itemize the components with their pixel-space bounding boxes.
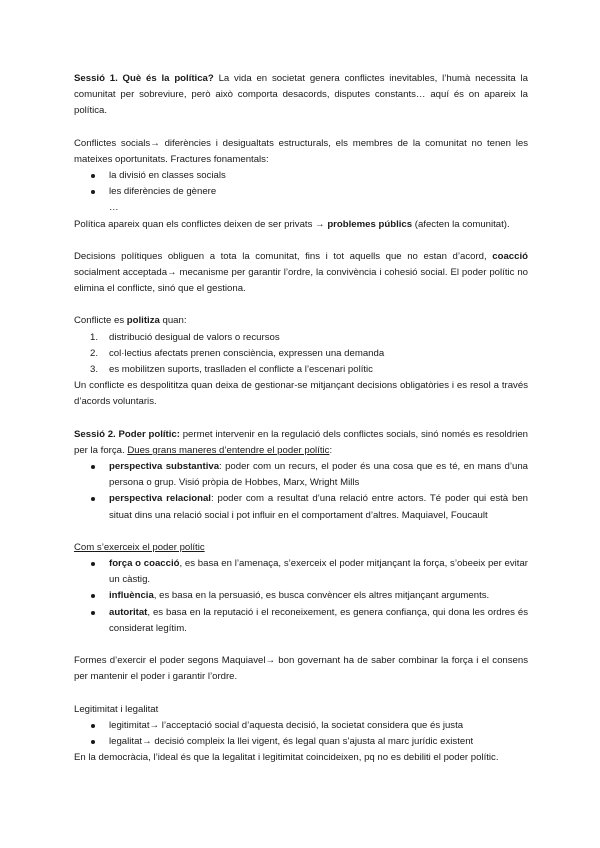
list-text: , es basa en la persuasió, es busca convèncer els altres mitjançant arguments. bbox=[153, 590, 490, 602]
session2-paragraph bbox=[74, 427, 528, 459]
polititza-list bbox=[74, 330, 528, 379]
coaccio-term: coacció bbox=[492, 250, 528, 262]
session2-title: Sessió 2. Poder polític: bbox=[74, 428, 180, 440]
session2-intro: permet intervenir en la regulació dels conflictes socials, sinó només es resoldrien per la força. bbox=[74, 428, 529, 456]
fractures-list bbox=[74, 168, 528, 200]
polititza-term: politiza bbox=[126, 315, 160, 327]
list-term: perspectiva relacional bbox=[109, 493, 211, 505]
legitimitat-list bbox=[74, 718, 528, 750]
list-item bbox=[74, 330, 528, 346]
list-term: influència bbox=[109, 590, 154, 602]
list-term: perspectiva substantiva bbox=[109, 461, 220, 473]
list-ellipsis: … bbox=[109, 202, 119, 214]
session1-paragraph bbox=[74, 71, 528, 120]
list-item bbox=[74, 346, 528, 362]
list-text: col·lectius afectats prenen consciència, expressen una demanda bbox=[109, 347, 385, 359]
list-text: : poder com un recurs, el poder és una cosa que es té, en mans d’una persona o grup. Visió pròpia de Hobbes, Marx, Wright Mills bbox=[109, 461, 528, 489]
list-item bbox=[74, 491, 528, 523]
democracia-paragraph: En la democràcia, l’ideal és que la legalitat i legitimitat coincideixen, pq no es debiliti el poder polític. bbox=[74, 752, 499, 764]
polititza-text-end: quan: bbox=[159, 315, 187, 327]
list-text: es mobilitzen suports, traslladen el conflicte a l’escenari polític bbox=[109, 364, 373, 376]
list-text: , es basa en la reputació i el reconeixement, es genera confiança, qui dona les ordres és considerat legítim. bbox=[109, 606, 528, 634]
perspectives-list bbox=[74, 459, 528, 524]
document-body bbox=[74, 71, 528, 766]
despolititza-paragraph: Un conflicte es despolititza quan deixa de gestionar-se mitjançant decisions obligatòries i es resol a través d’acords voluntaris. bbox=[74, 380, 528, 408]
list-item: legitimitat→ l’acceptació social d’aquesta decisió, la societat considera que és justa bbox=[74, 718, 528, 734]
exerceix-list bbox=[74, 556, 528, 637]
list-text: distribució desigual de valors o recursos bbox=[109, 331, 280, 343]
list-item bbox=[74, 588, 528, 604]
session1-title: Sessió 1. Què és la política? bbox=[74, 73, 214, 84]
list-item: legalitat→ decisió compleix la llei vigent, és legal quan s’ajusta al marc jurídic existent bbox=[74, 734, 528, 750]
list-number: 2. bbox=[90, 347, 99, 359]
list-item bbox=[74, 459, 528, 491]
list-item bbox=[74, 362, 528, 378]
list-item: les diferències de gènere bbox=[74, 184, 528, 200]
polititza-heading bbox=[74, 313, 528, 329]
decisions-text-end: socialment acceptada→ mecanisme per garantir l’ordre, la convivència i cohesió social. El poder polític no elimina el conflicte, sinó que el gestiona. bbox=[74, 267, 528, 295]
polititza-text: Conflicte es bbox=[74, 315, 127, 327]
exerceix-heading: Com s’exerceix el poder polític bbox=[74, 541, 205, 553]
session1-intro: La vida en societat genera conflictes inevitables, l’humà necessita la comunitat per sobreviure, però això comporta desacords, disputes constants… aquí és on apareix la política. bbox=[74, 73, 528, 117]
list-term: autoritat bbox=[109, 606, 148, 618]
list-text: : poder com a resultat d’una relació entre actors. Té poder qui està ben situat dins una relació social i pot influir en el comportament d’altres. Maquiavel, Foucault bbox=[109, 493, 528, 521]
list-term: força o coacció bbox=[109, 558, 180, 570]
legitimitat-heading: Legitimitat i legalitat bbox=[74, 703, 159, 715]
politica-text-end: (afecten la comunitat). bbox=[412, 218, 510, 230]
list-item bbox=[74, 556, 528, 588]
list-number: 1. bbox=[90, 331, 99, 343]
politica-paragraph bbox=[74, 217, 528, 233]
session2-underlined: Dues grans maneres d’entendre el poder polític bbox=[127, 444, 330, 456]
session2-colon: : bbox=[329, 444, 333, 456]
conflicts-intro: Conflictes socials→ diferències i desigualtats estructurals, els membres de la comunitat no tenen les mateixes oportunitats. Fractures fonamentals: bbox=[74, 137, 528, 165]
formes-paragraph: Formes d’exercir el poder segons Maquiavel→ bon governant ha de saber combinar la força i el consens per mantenir el poder i garantir l’ordre. bbox=[74, 655, 528, 683]
decisions-text: Decisions polítiques obliguen a tota la comunitat, fins i tot aquells que no estan d’acord, bbox=[74, 250, 493, 262]
list-item: la divisió en classes socials bbox=[74, 168, 528, 184]
list-number: 3. bbox=[90, 364, 99, 376]
politica-text: Política apareix quan els conflictes deixen de ser privats → bbox=[74, 218, 328, 230]
list-text: , es basa en l’amenaça, s’exerceix el poder mitjançant la força, s’obeeix per evitar un càstig. bbox=[109, 558, 528, 586]
decisions-paragraph bbox=[74, 249, 528, 298]
problemes-publics: problemes públics bbox=[327, 218, 413, 230]
list-item bbox=[74, 605, 528, 637]
